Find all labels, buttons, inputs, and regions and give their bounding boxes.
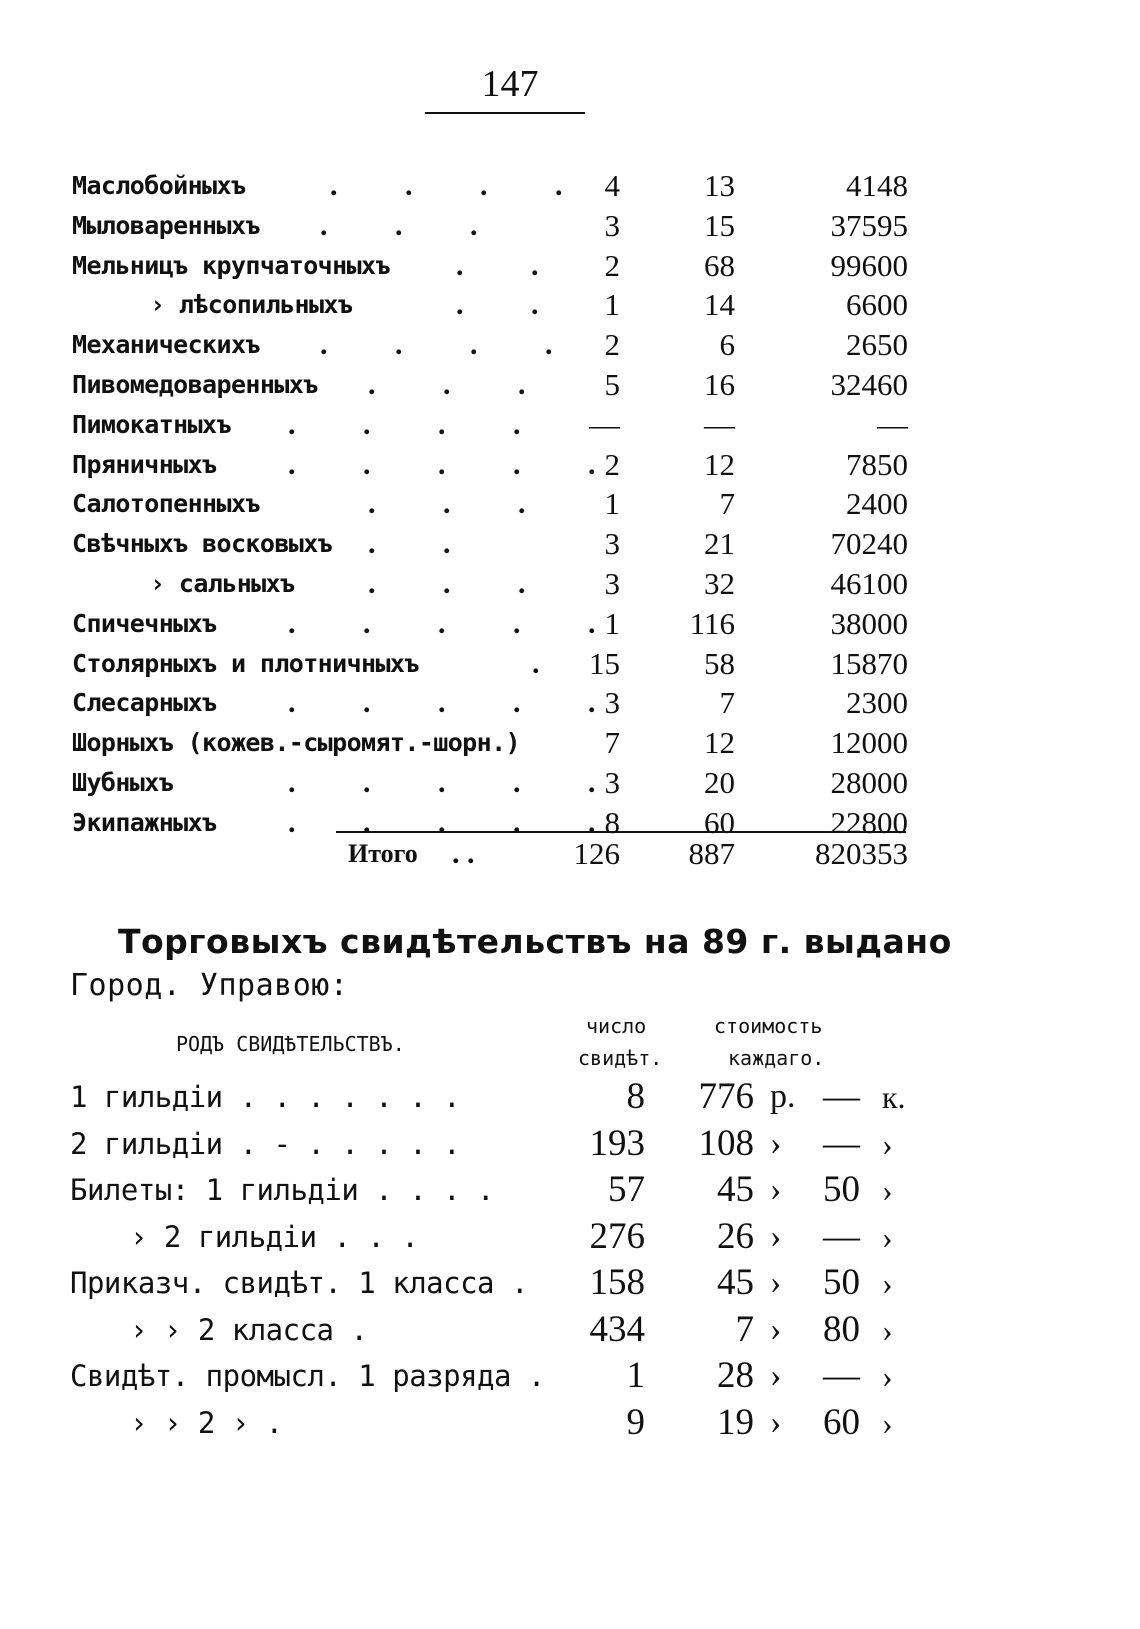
leader-dots: .	[532, 646, 540, 680]
total-value: 820353	[815, 836, 908, 871]
col-header-count-line2: свидѣт.	[578, 1046, 663, 1070]
cost-rubles: 108	[698, 1122, 754, 1164]
leader-dots: . . .	[320, 208, 478, 242]
workers-cell: 20	[704, 764, 735, 800]
value-cell: 2300	[846, 685, 908, 721]
cost-kopecks: —	[823, 1122, 860, 1164]
row-label: Экипажныхъ	[72, 807, 217, 837]
row-label: Слесарныхъ	[72, 688, 217, 718]
kopecks-unit: ›	[882, 1358, 893, 1394]
row-label: Пряничныхъ	[72, 449, 217, 479]
certificate-type: › 2 гильдіи . . .	[130, 1219, 419, 1254]
cost-kopecks: —	[823, 1215, 860, 1257]
workers-cell: 21	[704, 526, 735, 562]
certificate-type: › › 2 › .	[130, 1405, 283, 1440]
cost-kopecks: —	[823, 1076, 860, 1117]
col-header-count-line1: число	[586, 1014, 647, 1038]
count-cell: 1	[604, 486, 620, 522]
kopecks-unit: ›	[882, 1404, 893, 1441]
workers-cell: 7	[719, 685, 735, 721]
certificate-count: 158	[589, 1262, 645, 1303]
row-label: Спичечныхъ	[72, 608, 217, 638]
value-cell: —	[877, 406, 908, 442]
leader-dots: . . . . .	[288, 686, 596, 720]
row-label: Салотопенныхъ	[72, 489, 260, 519]
workers-cell: 6	[719, 327, 735, 363]
certificate-type: › › 2 класса .	[130, 1312, 368, 1347]
certificates-table	[70, 1074, 940, 1446]
leader-dots: . . .	[368, 487, 526, 521]
rubles-unit: ›	[770, 1403, 782, 1441]
count-cell: 3	[604, 526, 620, 562]
value-cell: 46100	[830, 565, 908, 601]
workers-cell: 12	[704, 446, 735, 482]
row-label: Шорныхъ (кожев.-сыромят.-шорн.)	[72, 728, 520, 758]
workers-cell: 16	[704, 366, 735, 402]
row-label: › лѣсопильныхъ	[150, 290, 353, 320]
table-row	[72, 604, 932, 644]
certificate-type: 2 гильдіи . - . . . . .	[70, 1126, 461, 1161]
table-row	[72, 405, 932, 445]
kopecks-unit: к.	[882, 1079, 906, 1115]
leader-dots: . . . . .	[288, 606, 596, 640]
kopecks-unit: ›	[882, 1265, 893, 1301]
row-label: Механическихъ	[72, 330, 260, 360]
row-label: Шубныхъ	[72, 767, 174, 797]
cost-kopecks: 50	[823, 1169, 860, 1210]
cost-rubles: 45	[717, 1169, 754, 1210]
workers-cell: 68	[704, 247, 735, 283]
rubles-unit: ›	[770, 1310, 782, 1348]
table-row	[72, 365, 932, 405]
certificate-type: Свидѣт. промысл. 1 разряда .	[70, 1359, 545, 1393]
factories-table	[72, 166, 932, 843]
row-label: Пивомедоваренныхъ	[72, 369, 318, 399]
value-cell: 2400	[846, 486, 908, 522]
leader-dots: . .	[368, 527, 451, 561]
table-row	[72, 484, 932, 524]
rubles-unit: ›	[770, 1171, 782, 1208]
rubles-unit: ›	[770, 1357, 782, 1394]
row-label: Столярныхъ и плотничныхъ	[72, 648, 419, 678]
rubles-unit: ›	[770, 1124, 782, 1162]
count-cell: —	[589, 406, 620, 442]
total-rule	[336, 831, 906, 833]
kopecks-unit: ›	[882, 1218, 893, 1255]
value-cell: 2650	[846, 327, 908, 363]
row-label: Мыловаренныхъ	[72, 210, 260, 240]
col-header-cost-line2: каждаго.	[728, 1046, 825, 1070]
cost-kopecks: 50	[823, 1262, 860, 1303]
value-cell: 99600	[830, 247, 908, 283]
table-row	[70, 1307, 940, 1354]
table-row	[70, 1400, 940, 1447]
table-row	[70, 1167, 940, 1214]
leader-dots: . . . .	[320, 328, 553, 362]
value-cell: 12000	[830, 725, 908, 761]
rubles-unit: ›	[770, 1264, 782, 1301]
workers-cell: 116	[689, 605, 735, 641]
table-row	[72, 564, 932, 604]
certificate-count: 434	[589, 1308, 645, 1350]
cost-rubles: 28	[717, 1355, 754, 1396]
value-cell: 28000	[830, 764, 908, 800]
workers-cell: 15	[704, 207, 735, 243]
count-cell: 2	[604, 327, 620, 363]
rubles-unit: ›	[770, 1217, 782, 1255]
workers-cell: 32	[704, 565, 735, 601]
section-subheading: Город. Управою:	[70, 968, 349, 1003]
certificate-count: 57	[608, 1169, 645, 1210]
value-cell: 32460	[830, 366, 908, 402]
header-rule	[425, 112, 585, 114]
leader-dots: . . . . .	[288, 805, 596, 839]
leader-dots: . .	[456, 288, 539, 322]
count-cell: 4	[604, 168, 620, 203]
leader-dots: . . . . .	[288, 447, 596, 481]
kopecks-unit: ›	[882, 1125, 893, 1162]
value-cell: 37595	[830, 207, 908, 243]
count-cell: 1	[604, 605, 620, 641]
table-row	[72, 285, 932, 325]
total-workers: 887	[688, 836, 735, 871]
count-cell: 7	[604, 725, 620, 761]
value-cell: 22800	[830, 804, 908, 840]
col-header-cost-line1: стоимость	[714, 1014, 823, 1038]
table-row	[72, 246, 932, 286]
certificate-count: 193	[589, 1122, 645, 1164]
count-cell: 1	[604, 287, 620, 323]
table-row	[70, 1074, 940, 1121]
count-cell: 3	[604, 764, 620, 800]
leader-dots: . . . . .	[288, 765, 596, 799]
table-row	[70, 1121, 940, 1168]
certificate-count: 9	[626, 1401, 645, 1443]
workers-cell: 13	[704, 168, 735, 203]
certificate-type: Приказч. свидѣт. 1 класса .	[70, 1266, 528, 1300]
count-cell: 2	[604, 247, 620, 283]
table-row	[72, 325, 932, 365]
count-cell: 2	[604, 446, 620, 482]
count-cell: 5	[604, 366, 620, 402]
kopecks-unit: ›	[882, 1172, 893, 1208]
kopecks-unit: ›	[882, 1311, 893, 1348]
rubles-unit: р.	[770, 1078, 796, 1115]
count-cell: 3	[604, 207, 620, 243]
value-cell: 6600	[846, 287, 908, 323]
cost-kopecks: —	[823, 1355, 860, 1396]
workers-cell: 14	[704, 287, 735, 323]
row-label: Мельницъ крупчаточныхъ	[72, 250, 390, 280]
value-cell: 4148	[846, 168, 908, 203]
value-cell: 38000	[830, 605, 908, 641]
table-row	[72, 644, 932, 684]
workers-cell: —	[704, 406, 735, 442]
certificate-count: 8	[626, 1076, 645, 1117]
total-row	[72, 834, 932, 874]
table-row	[72, 763, 932, 803]
count-cell: 3	[604, 685, 620, 721]
certificate-count: 1	[626, 1355, 645, 1396]
table-row	[72, 524, 932, 564]
workers-cell: 7	[719, 486, 735, 522]
workers-cell: 12	[704, 725, 735, 761]
table-row	[70, 1353, 940, 1400]
value-cell: 15870	[830, 645, 908, 681]
certificate-type: 1 гильдіи . . . . . . .	[70, 1080, 461, 1114]
leader-dots: . . . .	[330, 169, 563, 202]
cost-rubles: 776	[698, 1076, 754, 1117]
value-cell: 70240	[830, 526, 908, 562]
count-cell: 8	[604, 804, 620, 840]
table-row	[70, 1260, 940, 1307]
count-cell: 15	[589, 645, 620, 681]
workers-cell: 60	[704, 804, 735, 840]
total-leader-dots: . .	[452, 837, 475, 870]
certificate-count: 276	[589, 1215, 645, 1257]
leader-dots: . . .	[368, 566, 526, 600]
certificate-type: Билеты: 1 гильдіи . . . .	[70, 1173, 494, 1207]
row-label: Свѣчныхъ восковыхъ	[72, 529, 333, 559]
row-label: › сальныхъ	[150, 568, 295, 598]
value-cell: 7850	[846, 446, 908, 482]
col-header-type: РОДЪ СВИДѢТЕЛЬСТВЪ.	[176, 1032, 405, 1056]
total-label: Итого	[348, 839, 418, 868]
cost-rubles: 45	[717, 1262, 754, 1303]
leader-dots: . . . .	[288, 407, 521, 441]
table-row	[72, 206, 932, 246]
workers-cell: 58	[704, 645, 735, 681]
row-label: Пимокатныхъ	[72, 409, 231, 439]
leader-dots: . .	[456, 248, 539, 282]
table-row	[70, 1214, 940, 1261]
table-row	[72, 723, 932, 763]
table-row	[72, 683, 932, 723]
table-row	[72, 445, 932, 485]
count-cell: 3	[604, 565, 620, 601]
leader-dots: . . .	[368, 367, 526, 401]
cost-rubles: 7	[735, 1308, 754, 1350]
total-count: 126	[573, 836, 620, 871]
page-number: 147	[481, 63, 539, 105]
table-row	[72, 166, 932, 206]
cost-kopecks: 60	[823, 1401, 860, 1443]
cost-kopecks: 80	[823, 1308, 860, 1350]
row-label: Маслобойныхъ	[72, 171, 246, 200]
section-heading: Торговыхъ свидѣтельствъ на 89 г. выдано	[118, 922, 952, 961]
cost-rubles: 19	[717, 1401, 754, 1443]
cost-rubles: 26	[717, 1215, 754, 1257]
